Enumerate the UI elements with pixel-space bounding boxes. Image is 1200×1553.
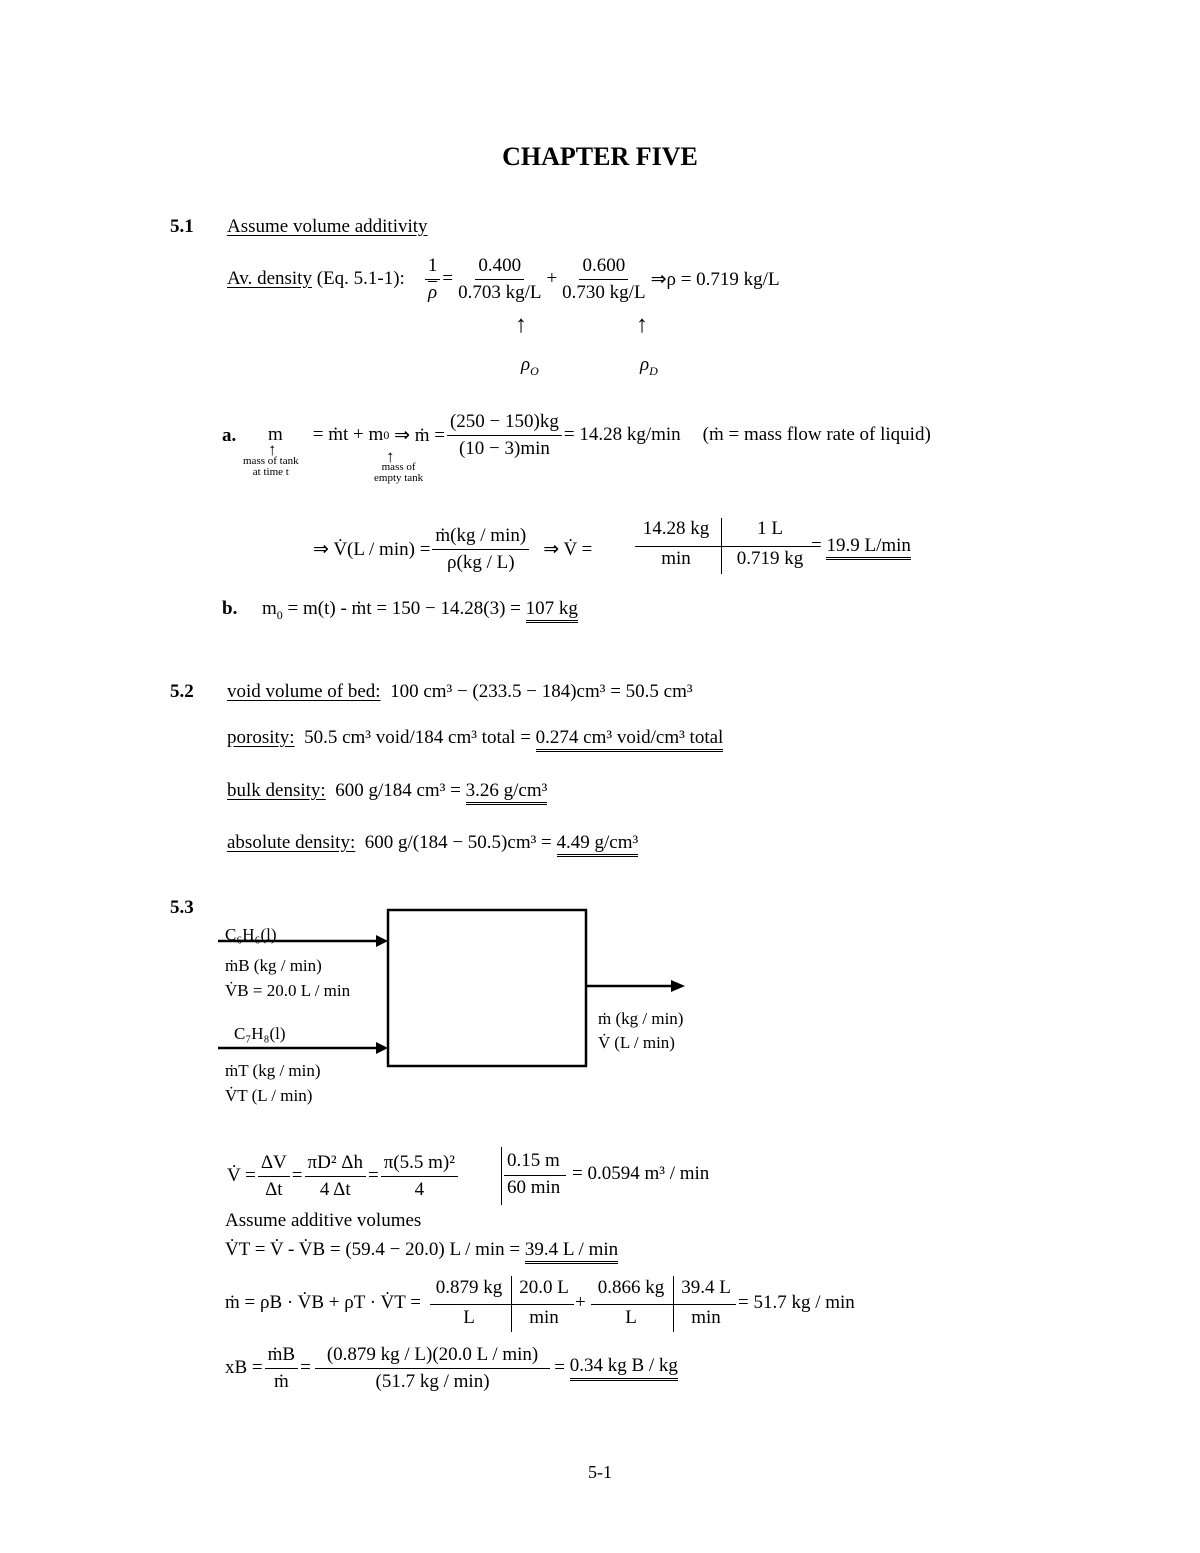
part-b-label: b. xyxy=(222,598,238,619)
avg-density-row xyxy=(227,248,780,310)
toluene-mass-flow: ṁT (kg / min) xyxy=(225,1061,321,1080)
part-a-label: a. xyxy=(222,425,237,446)
up-arrow-icon: ↑ xyxy=(386,447,395,466)
rho-oil-label: $\rho_O$ xyxy=(521,354,539,378)
toluene-species-label: C₇H₈(l) xyxy=(234,1024,286,1043)
conv-divider xyxy=(501,1147,502,1205)
mass-flow-cell-4: 39.4 L min xyxy=(681,1277,731,1328)
empty-tank-mass-result: 107 kg xyxy=(526,598,578,623)
absolute-density-row: absolute density: 600 g/(184 − 50.5)cm³ = 4.49 g/cm³ xyxy=(227,832,638,854)
bulk-density-row: bulk density: 600 g/184 cm³ = 3.26 g/cm³ xyxy=(227,780,547,802)
up-arrow-icon: ↑ xyxy=(515,312,527,338)
problem-number-5-3: 5.3 xyxy=(170,897,194,918)
benzene-mass-fraction-equation: xB = $\frac{\text{ṁB}}{\text{ṁ}}$ = $\frac{(0.879 kg / L)(20.0 L / \min)}{(51.7 kg / \min)}$ = 0.34 kg B / kg xyxy=(225,1343,678,1392)
rho-diesel-label: $\rho_D$ xyxy=(640,354,658,378)
total-vol-flow-result: = 0.0594 m³ / min xyxy=(572,1163,710,1184)
arrowhead-icon xyxy=(671,980,685,992)
bulk-density-result: 3.26 g/cm³ xyxy=(466,780,548,805)
fraction-2: $\frac{0.600}{0.730 kg/L}$ xyxy=(562,254,646,303)
mass-flow-cell-1: 0.879 kg L xyxy=(435,1277,503,1328)
benzene-species-label: C₆H₆(l) xyxy=(225,925,277,944)
page-title: CHAPTER FIVE xyxy=(502,142,698,171)
total-vol-flow-equation: V̇ = $\frac{\Delta V}{\Delta t}$ = $\frac{\text{πD² Δh}}{4 \Delta t}$ = $\frac{\text{π(5.5 m)²}}{4}$ xyxy=(227,1146,460,1206)
void-volume-row: void volume of bed: 100 cm³ − (233.5 − 184)cm³ = 50.5 cm³ xyxy=(227,681,693,702)
porosity-row: porosity: 50.5 cm³ void/184 cm³ total = 0.274 cm³ void/cm³ total xyxy=(227,727,723,749)
up-arrow-icon: ↑ xyxy=(268,440,277,459)
toluene-vol-flow-equation: V̇T = V̇ - V̇B = (59.4 − 20.0) L / min = 39.4 L / min xyxy=(225,1239,618,1261)
vol-flow-fraction: $\frac{\text{ṁ(kg / min)}}{\rho(kg / L)}$ xyxy=(432,525,529,574)
absolute-density-result: 4.49 g/cm³ xyxy=(557,832,639,857)
toluene-vol-flow: V̇T (L / min) xyxy=(225,1086,313,1105)
flow-rate-fraction: $\frac{(250 - 150)kg}{(10 - 3)\min}$ xyxy=(447,411,562,460)
assume-additive-volumes: Assume additive volumes xyxy=(225,1210,422,1231)
empty-tank-note: mass of empty tank xyxy=(374,461,424,484)
mass-flow-cell-3: 0.866 kg L xyxy=(597,1277,665,1328)
mass-of-tank-note: mass of tank at time t xyxy=(243,455,299,478)
mixer-unit xyxy=(388,910,586,1066)
benzene-mass-fraction-result: 0.34 kg B / kg xyxy=(570,1355,678,1381)
toluene-vol-flow-result: 39.4 L / min xyxy=(525,1239,618,1264)
avg-density-result: ⇒ρ = 0.719 kg/L xyxy=(650,268,780,290)
vol-flow-result: = 19.9 L/min xyxy=(811,535,911,557)
up-arrow-icon: ↑ xyxy=(636,312,648,338)
avg-density-eq-ref: (Eq. 5.1-1): xyxy=(316,268,405,289)
height-rate-cell: 0.15 m 60 min xyxy=(507,1150,561,1198)
mass-flow-result: = 51.7 kg / min xyxy=(738,1292,855,1313)
conv-fraction-bar xyxy=(591,1304,736,1305)
vol-flow-equation: ⇒ V̇(L / min) = $\frac{\text{ṁ(kg / min)}}{\rho(kg / L)}$ ⇒ V̇ = xyxy=(313,524,593,573)
problem-number-5-1: 5.1 xyxy=(170,216,194,237)
benzene-vol-flow: V̇B = 20.0 L / min xyxy=(225,981,351,1000)
benzene-mass-flow: ṁB (kg / min) xyxy=(225,956,322,975)
part-a-equation: m = ṁt + m 0 ⇒ ṁ = $\frac{(250 - 150)kg}{(10 - 3)\min}$ = 14.28 kg/min (ṁ = mass flow rate of liquid) xyxy=(268,410,931,459)
conv-fraction-bar xyxy=(430,1304,574,1305)
page-number: 5-1 xyxy=(588,1462,612,1482)
conv-cell-2: 1 L 0.719 kg xyxy=(736,518,804,569)
avg-density-label: Av. density xyxy=(227,268,312,289)
plus-sign: + xyxy=(546,268,558,289)
conv-fraction-bar xyxy=(504,1175,566,1176)
mass-flow-note: (ṁ = mass flow rate of liquid) xyxy=(702,424,931,445)
product-vol-flow: V̇ (L / min) xyxy=(598,1033,675,1052)
conv-fraction-bar xyxy=(635,546,813,547)
arrowhead-icon xyxy=(376,935,388,947)
equals-sign: = xyxy=(442,268,454,289)
part-b-equation: $m_0 = m(t)$ - ṁt = 150 − 14.28(3) = 107 kg xyxy=(262,598,578,622)
problem-number-5-2: 5.2 xyxy=(170,681,194,702)
assume-volume-additivity: Assume volume additivity xyxy=(227,216,428,237)
product-mass-flow: ṁ (kg / min) xyxy=(598,1009,684,1028)
inverse-density: $\frac{1}{\rho}$ xyxy=(425,255,441,304)
arrowhead-icon xyxy=(376,1042,388,1054)
mass-flow-cell-2: 20.0 L min xyxy=(519,1277,569,1328)
conv-cell-1: 14.28 kg min xyxy=(642,518,710,569)
plus-sign: + xyxy=(575,1292,586,1313)
porosity-result: 0.274 cm³ void/cm³ total xyxy=(536,727,724,752)
fraction-1: $\frac{0.400}{0.703 kg/L}$ xyxy=(458,254,542,303)
mass-flow-lhs: ṁ = ρB · V̇B + ρT · V̇T = xyxy=(225,1292,421,1313)
